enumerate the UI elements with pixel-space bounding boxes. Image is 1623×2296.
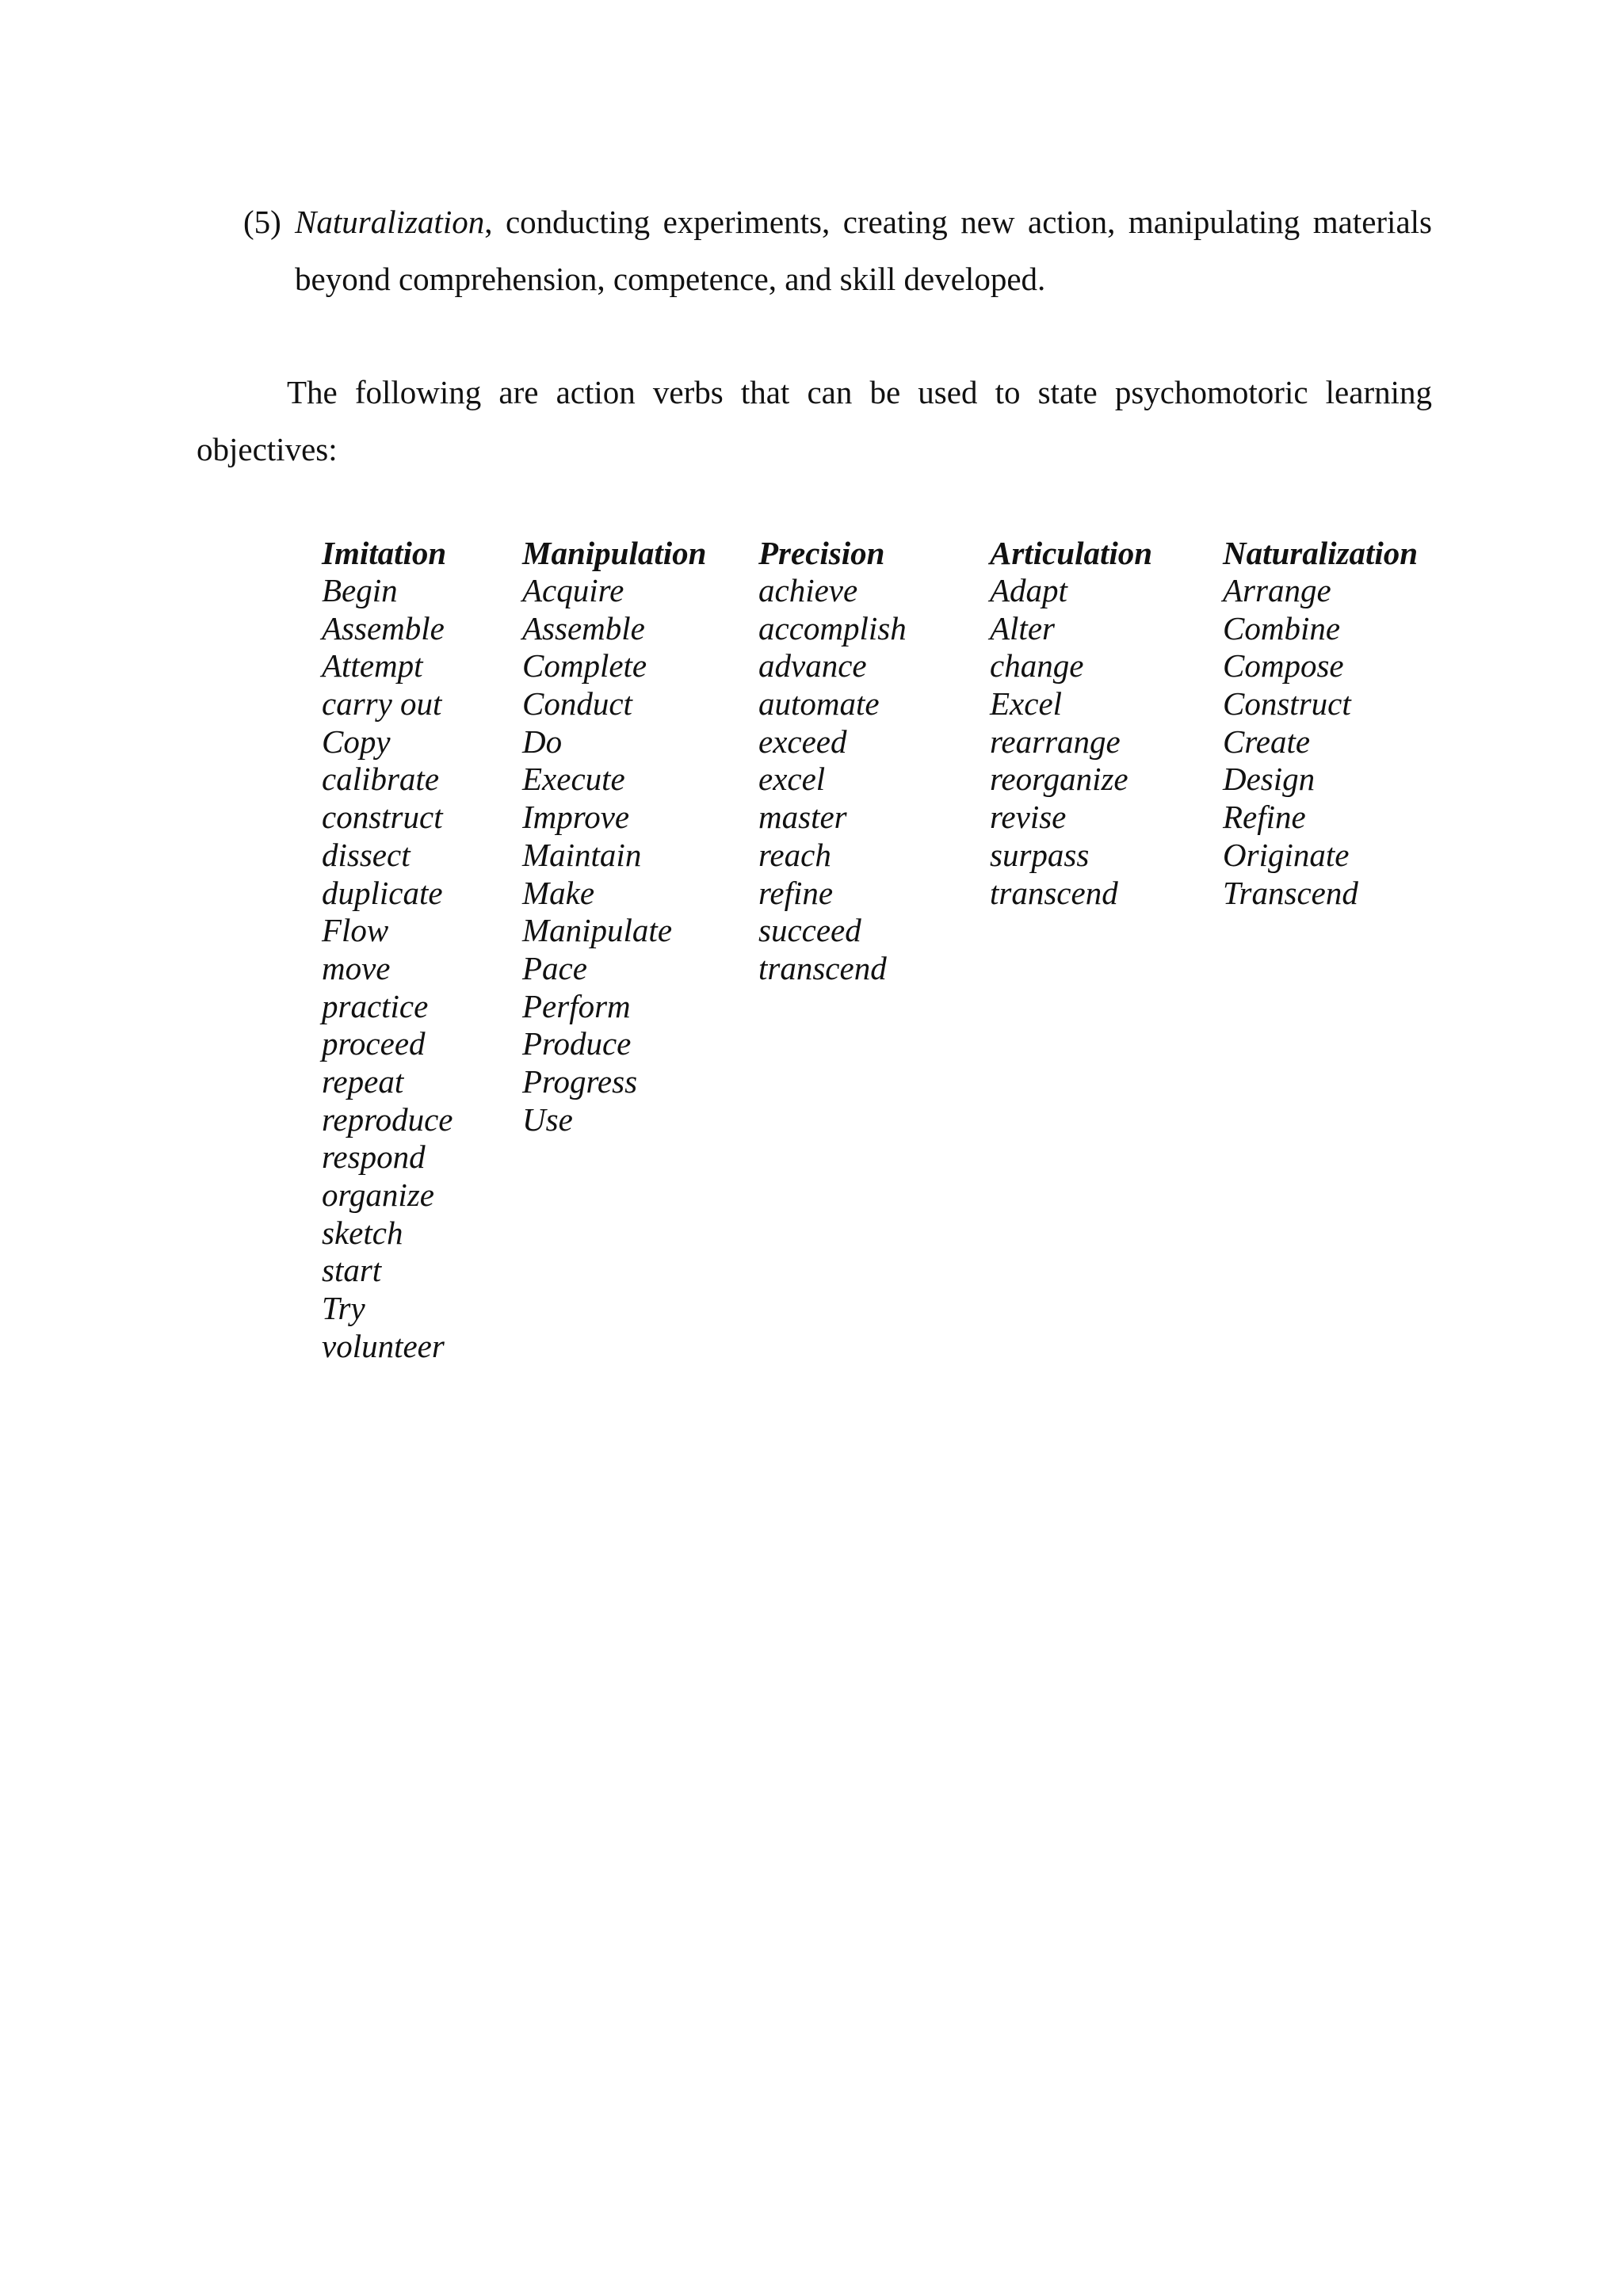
verb-item: dissect	[322, 836, 411, 873]
verb-column-manipulation	[522, 534, 760, 1138]
verb-item: refine	[758, 874, 834, 911]
verb-item: Assemble	[522, 609, 645, 646]
column-heading: Manipulation	[522, 535, 707, 571]
verb-item: Flow	[322, 912, 389, 949]
verb-item: start	[322, 1252, 382, 1289]
list-item-number: (5)	[243, 204, 281, 240]
verb-item: duplicate	[322, 874, 443, 911]
verb-item: transcend	[758, 949, 887, 986]
verb-item: practice	[322, 987, 429, 1024]
verb-item: Assemble	[322, 609, 445, 646]
verb-item: reorganize	[990, 761, 1128, 798]
verb-item: Manipulate	[522, 912, 673, 949]
verb-item: revise	[990, 799, 1067, 836]
verb-item: Refine	[1223, 799, 1306, 836]
verb-item: Alter	[990, 609, 1055, 646]
list-item-description: , conducting experiments, creating new action, manipulating materials beyond comprehension, competence, and skill developed.	[295, 204, 1432, 297]
verb-item: transcend	[990, 874, 1118, 911]
verb-item: Acquire	[522, 572, 624, 608]
verb-column-articulation	[990, 534, 1228, 912]
verb-item: Design	[1223, 761, 1316, 798]
verb-item: Attempt	[322, 647, 423, 685]
verb-item: succeed	[758, 912, 861, 949]
verb-item: rearrange	[990, 723, 1121, 760]
verb-item: respond	[322, 1138, 426, 1176]
column-heading: Precision	[758, 535, 885, 571]
list-item-term: Naturalization	[295, 204, 485, 240]
verb-item: Do	[522, 723, 563, 760]
verb-item: Originate	[1223, 836, 1350, 873]
intro-paragraph: The following are action verbs that can be used to state psychomotoric learning objectives:	[197, 374, 1432, 467]
column-heading: Articulation	[990, 535, 1153, 571]
verb-item: reproduce	[322, 1100, 453, 1138]
verb-item: Adapt	[990, 572, 1067, 608]
verb-column-precision	[758, 534, 996, 988]
verb-item: excel	[758, 761, 826, 798]
verb-item: Construct	[1223, 685, 1351, 723]
verb-item: advance	[758, 647, 867, 685]
verb-item: Begin	[322, 572, 398, 608]
verb-item: Arrange	[1223, 572, 1331, 608]
verb-item: Make	[522, 874, 595, 911]
verb-item: Progress	[522, 1062, 638, 1100]
verb-item: Conduct	[522, 685, 632, 723]
verb-item: repeat	[322, 1062, 404, 1100]
verb-item: Try	[322, 1290, 365, 1327]
verb-item: achieve	[758, 572, 858, 608]
column-heading: Naturalization	[1223, 535, 1419, 571]
verb-item: Produce	[522, 1025, 632, 1062]
verb-column-naturalization	[1223, 534, 1461, 912]
verb-item: Combine	[1223, 609, 1341, 646]
column-heading: Imitation	[322, 535, 447, 571]
verb-item: Execute	[522, 761, 625, 798]
verb-item: automate	[758, 685, 880, 723]
verb-item: volunteer	[322, 1327, 445, 1364]
verb-item: Use	[522, 1100, 573, 1138]
verb-item: construct	[322, 799, 443, 836]
verb-item: organize	[322, 1177, 434, 1213]
verb-item: Perform	[522, 987, 631, 1024]
verb-item: Create	[1223, 723, 1311, 760]
list-item-5	[243, 193, 1432, 307]
verb-item: accomplish	[758, 609, 907, 646]
verb-item: exceed	[758, 723, 847, 760]
verb-item: change	[990, 647, 1084, 685]
verb-item: Transcend	[1223, 874, 1358, 911]
verb-item: Pace	[522, 949, 587, 986]
verb-item: Excel	[990, 685, 1063, 723]
verb-item: reach	[758, 836, 831, 873]
verb-item: master	[758, 799, 847, 836]
verb-item: carry out	[322, 685, 442, 723]
verb-item: surpass	[990, 836, 1090, 873]
verb-item: Compose	[1223, 647, 1344, 685]
verb-item: Complete	[522, 647, 647, 685]
verb-item: proceed	[322, 1025, 426, 1062]
verb-item: Copy	[322, 723, 391, 760]
verb-item: Maintain	[522, 836, 642, 873]
list-item-text	[295, 193, 1432, 307]
verb-item: Improve	[522, 799, 630, 836]
verb-item: move	[322, 949, 391, 986]
verb-item: sketch	[322, 1214, 403, 1251]
verb-item: calibrate	[322, 761, 440, 798]
